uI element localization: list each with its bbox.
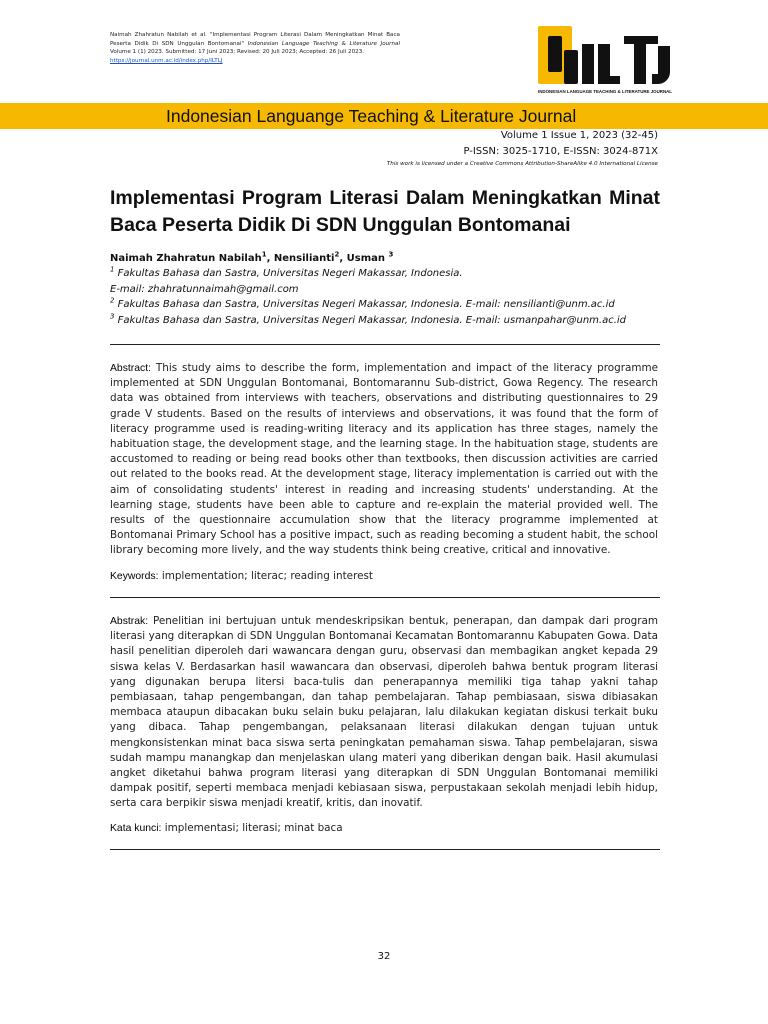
logo-subtitle: INDONESIAN LANGUAGE TEACHING & LITERATURE JOURNAL [538,89,672,94]
citation-journal: Indonesian Language Teaching & Literature Journal [247,40,401,47]
volume-line: Volume 1 Issue 1, 2023 (32-45) [500,130,658,141]
divider [110,344,660,345]
author-separator: , [339,253,347,264]
abstract-en [110,361,658,559]
divider [110,597,660,598]
journal-title: Indonesian Languange Teaching & Literature Journal [166,106,577,126]
author-list [110,250,394,265]
affiliation-2 [110,296,615,311]
citation-details: Volume 1 (1) 2023. Submitted: 17 Juni 2023; Revised: 20 Juli 2023; Accepted: 26 Juli 2023. [110,49,365,56]
keywords-label: Keywords: [110,571,159,582]
license-line: This work is licensed under a Creative Commons Attribution-ShareAlike 4.0 International License [386,161,658,167]
affil-text: E-mail: zhahratunnaimah@gmail.com [110,284,299,295]
abstract-id [110,614,658,812]
abstract-text: This study aims to describe the form, implementation and impact of the literacy programme implemented at SDN Unggulan Bontomanai, Bontomarannu Sub-district, Gowa Regency. The research data was obtained from interviews with teachers, observations and distributing questionnaires to 29 grade V students. Based on the results of interviews and observations, it was found that the form of literacy programme used is reading-writing literacy and its application has three stages, namely the habituation stage, the development stage, and the learning stage. In the habituation stage, students are accustomed to reading or being read books other than textbooks, then discussion activities are carried out related to the books read. At the development stage, literacy implementation is carried out with the aim of consolidating students' interest in reading and increasing students' understanding. At the learning stage, students have been able to capture and re-explain the material provided well. The results of the questionnaire accumulation show that the literacy programme implemented at Bontomanai Primary School has a positive impact, such as reading becoming a student habit, the school library becoming more lively, and the way students think being creative, critical and innovative. [110,362,658,557]
abstrak-label: Abstrak: [110,616,149,627]
katakunci-text: implementasi; literasi; minat baca [164,822,343,834]
author-name: Usman [346,253,389,264]
author-affil-num: 2 [334,250,340,259]
affil-text: Fakultas Bahasa dan Sastra, Universitas Negeri Makassar, Indonesia. [114,268,463,279]
abstrak-text: Penelitian ini bertujuan untuk mendeskripsikan bentuk, penerapan, dan dampak dari program literasi yang diterapkan di SDN Unggulan Bontomanai Kecamatan Bontomarannu Kabupaten Gowa. Data hasil penelitian diperoleh dari wawancara dengan guru, observasi dan membagikan angket kepada 29 siswa kelas V. Berdasarkan hasil wawancara dan observasi, diperoleh bahwa bentuk program literasi yang digunakan berupa litersi baca-tulis dan penerapannya memiliki tiga tahap yakni tahap pembiasaan, tahap pengembangan, dan tahap pembelajaran. Tahap pembiasaan, siswa dibiasakan membaca ataupun dibacakan buku selain buku pelajaran, lalu dilakukan kegiatan diskusi terkait buku yang dibaca. Tahap pengembangan, pelaksanaan literasi dilakukan dengan tujuan untuk mengkonsistenkan minat baca siswa serta peningkatan pemahaman siswa. Tahap pembelajaran, siswa sudah mampu manangkap dan menjelaskan ulang materi yang diberikan dengan baik. Hasil akumulasi angket diketahui bahwa program literasi yang diterapkan di SDN Unggulan Bontomanai memiliki dampak positif, seperti membaca menjadi kebiasaan siswa, perpustakaan sekolah menjadi lebih hidup, serta cara berpikir siswa menjadi kreatif, kritis, dan inovatif. [110,615,658,810]
affil-num: 3 [110,312,115,321]
affiliation-1 [110,265,463,280]
keywords-en [110,569,373,584]
keywords-id [110,821,343,836]
author-affil-num: 1 [261,250,267,259]
journal-url-link[interactable]: https://journal.unm.ac.id/index.php/ILTLJ [110,57,223,64]
journal-logo [538,22,672,96]
affiliation-1-email [110,284,299,296]
abstract-label: Abstract: [110,363,151,374]
citation-text: Naimah Zhahratun Nabilah et al. "Implementasi Program Literasi Dalam Meningkatkan Minat Baca Peserta Didik Di SDN Unggulan Bontomanai" [110,32,400,47]
paper-title: Implementasi Program Literasi Dalam Meningkatkan Minat Baca Peserta Didik Di SDN Unggulan Bontomanai [110,187,660,236]
author-name: Naimah Zhahratun Nabilah [110,253,262,264]
divider [110,849,660,850]
keywords-text: implementation; literac; reading interest [161,570,373,582]
affil-num: 2 [110,296,115,305]
author-separator: , [266,253,274,264]
issn-line: P-ISSN: 3025-1710, E-ISSN: 3024-871X [463,146,658,157]
affiliation-3 [110,312,627,327]
author-name: Nensilianti [273,253,335,264]
affil-text: Fakultas Bahasa dan Sastra, Universitas Negeri Makassar, Indonesia. E-mail: usmanpahar@unm.ac.id [114,315,627,326]
page-number: 32 [377,951,391,962]
citation-block [110,31,400,65]
katakunci-label: Kata kunci: [110,823,162,834]
author-affil-num: 3 [388,250,394,259]
affil-text: Fakultas Bahasa dan Sastra, Universitas Negeri Makassar, Indonesia. E-mail: nensilianti@unm.ac.id [114,299,615,310]
affil-num: 1 [110,265,115,274]
